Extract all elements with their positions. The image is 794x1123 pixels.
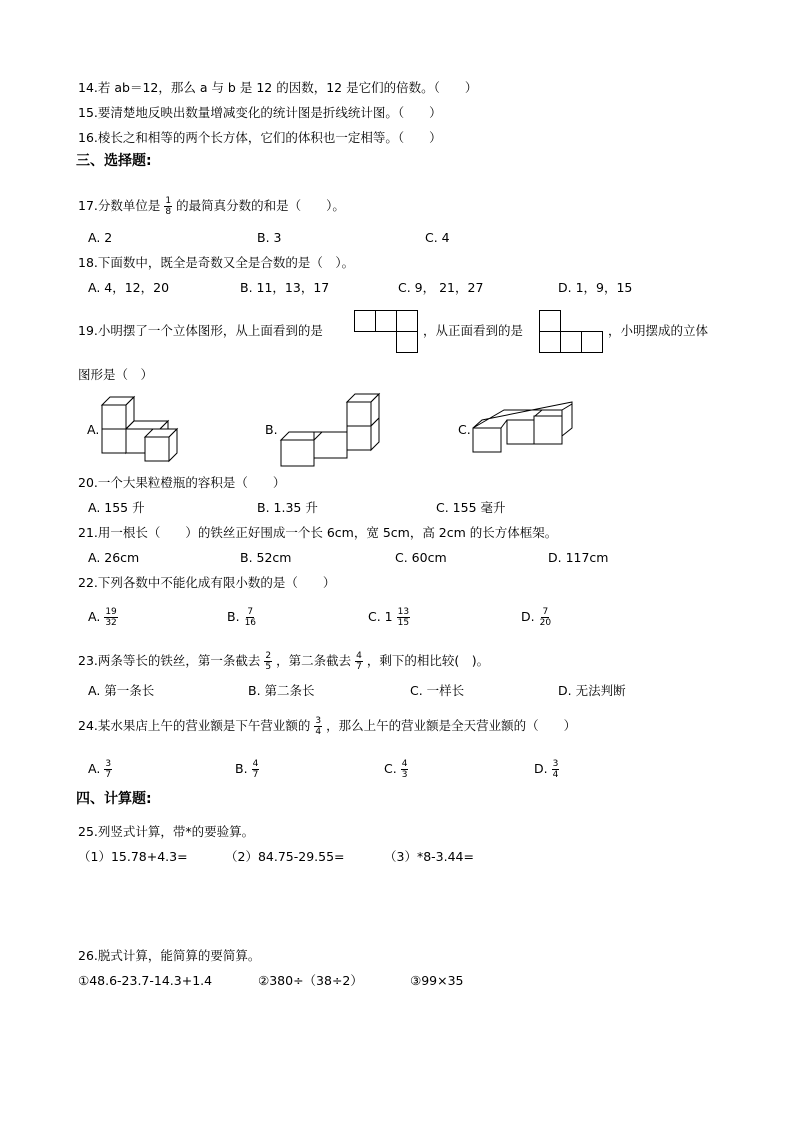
option-23d[interactable]: D. 无法判断 [558, 683, 626, 698]
q25-item-1: （1）15.78+4.3= [78, 849, 188, 864]
question-17: 17.分数单位是 $\frac{1}{8}$ 的最简真分数的和是（ ）。 [78, 196, 345, 217]
option-19a[interactable]: A. [87, 422, 100, 437]
question-16: 16.棱长之和相等的两个长方体，它们的体积也一定相等。（ ） [78, 130, 442, 145]
option-23a[interactable]: A. 第一条长 [88, 683, 155, 698]
q25-item-3: （3）*8-3.44= [384, 849, 474, 864]
option-17a[interactable]: A. 2 [88, 230, 113, 245]
option-21a[interactable]: A. 26cm [88, 550, 140, 565]
question-19-line2: 图形是（ ） [78, 367, 154, 382]
option-24c[interactable]: C. $\frac{4}{3}$ [384, 759, 408, 780]
option-19a-cubes [100, 395, 190, 465]
option-18b[interactable]: B. 11，13，17 [240, 280, 330, 295]
question-18: 18.下面数中，既全是奇数又全是合数的是（ ）。 [78, 255, 355, 270]
fraction: $\frac{1}{8}$ [165, 196, 172, 217]
option-23c[interactable]: C. 一样长 [410, 683, 465, 698]
question-14: 14.若 ab＝12，那么 a 与 b 是 12 的因数，12 是它们的倍数。（ ） [78, 80, 478, 95]
question-19-part3: ，小明摆成的立体 [608, 323, 709, 338]
option-19b[interactable]: B. [265, 422, 278, 437]
q26-item-1: ①48.6-23.7-14.3+1.4 [78, 973, 213, 988]
question-19-part1: 19.小明摆了一个立体图形，从上面看到的是 [78, 323, 323, 338]
question-24: 24.某水果店上午的营业额是下午营业额的 $\frac{3}{4}$ ，那么上午的营业额是全天营业额的（ ） [78, 716, 577, 737]
section-3-title: 三、选择题: [76, 153, 152, 169]
question-21: 21.用一根长（ ）的铁丝正好围成一个长 6cm，宽 5cm，高 2cm 的长方体框架。 [78, 525, 558, 540]
question-15: 15.要清楚地反映出数量增减变化的统计图是折线统计图。（ ） [78, 105, 442, 120]
option-19b-cubes [280, 392, 385, 470]
question-25: 25.列竖式计算，带*的要验算。 [78, 824, 255, 839]
question-23: 23.两条等长的铁丝，第一条截去 $\frac{2}{5}$ ，第二条截去 $\frac{4}{7}$ ，剩下的相比较( )。 [78, 651, 490, 672]
option-17c[interactable]: C. 4 [425, 230, 450, 245]
option-18a[interactable]: A. 4，12，20 [88, 280, 170, 295]
option-22b[interactable]: B. $\frac{7}{16}$ [227, 607, 257, 628]
option-21d[interactable]: D. 117cm [548, 550, 609, 565]
option-23b[interactable]: B. 第二条长 [248, 683, 315, 698]
question-22: 22.下列各数中不能化成有限小数的是（ ） [78, 575, 336, 590]
option-24d[interactable]: D. $\frac{3}{4}$ [534, 759, 559, 780]
option-19c[interactable]: C. [458, 422, 471, 437]
option-24a[interactable]: A. $\frac{3}{7}$ [88, 759, 112, 780]
top-view-figure [354, 310, 420, 354]
q26-item-3: ③99×35 [410, 973, 464, 988]
q25-item-2: （2）84.75-29.55= [225, 849, 345, 864]
option-22a[interactable]: A. $\frac{19}{32}$ [88, 607, 117, 628]
option-22d[interactable]: D. $\frac{7}{20}$ [521, 607, 552, 628]
option-21b[interactable]: B. 52cm [240, 550, 292, 565]
section-4-title: 四、计算题: [76, 791, 152, 807]
option-20c[interactable]: C. 155 毫升 [436, 500, 506, 515]
option-21c[interactable]: C. 60cm [395, 550, 447, 565]
front-view-figure [539, 310, 605, 354]
option-24b[interactable]: B. $\frac{4}{7}$ [235, 759, 259, 780]
question-19-part2: ，从正面看到的是 [423, 323, 524, 338]
option-22c[interactable]: C. 1 $\frac{13}{15}$ [368, 607, 410, 628]
option-20b[interactable]: B. 1.35 升 [257, 500, 318, 515]
q26-item-2: ②380÷（38÷2） [258, 973, 363, 988]
question-26: 26.脱式计算，能简算的要简算。 [78, 948, 261, 963]
option-19c-cubes [472, 402, 582, 457]
option-18d[interactable]: D. 1，9，15 [558, 280, 633, 295]
option-18c[interactable]: C. 9， 21，27 [398, 280, 484, 295]
option-20a[interactable]: A. 155 升 [88, 500, 145, 515]
question-20: 20.一个大果粒橙瓶的容积是（ ） [78, 475, 286, 490]
option-17b[interactable]: B. 3 [257, 230, 282, 245]
